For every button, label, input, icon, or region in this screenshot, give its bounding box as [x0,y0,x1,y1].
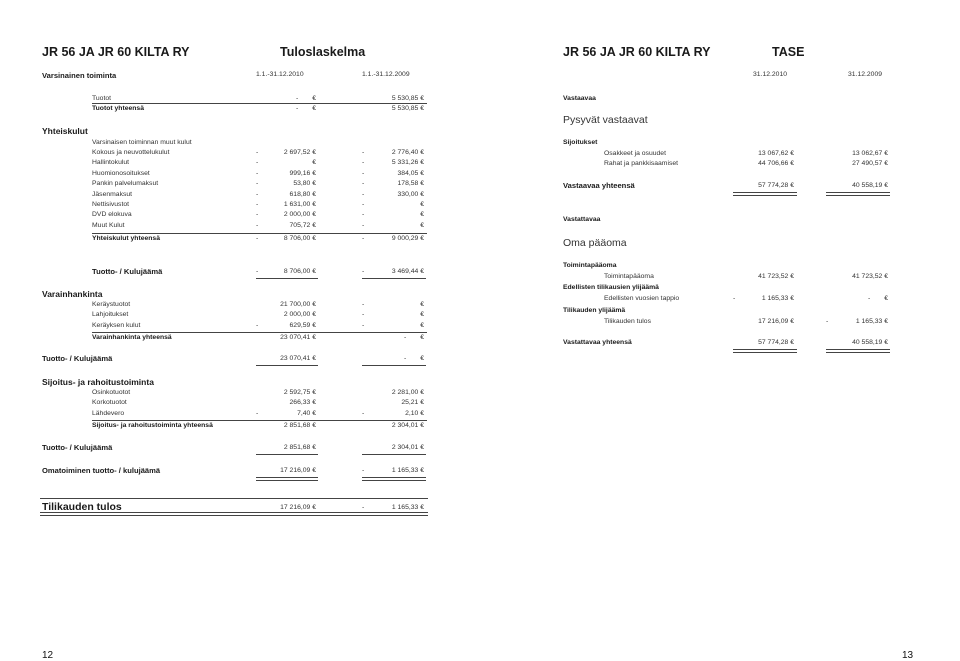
value: 17 216,09 € [280,467,316,474]
double-divider [733,192,797,196]
page-number: 12 [42,650,54,661]
sign: - [256,190,259,198]
sign: - [362,190,365,198]
value: 23 070,41 € [280,334,316,341]
divider [362,454,426,455]
row-label: Rahat ja pankkisaamiset [604,160,679,167]
sign: - [296,105,299,112]
row-label: Tuotot [92,95,112,102]
value: 618,80 € [289,190,316,198]
section-heading: Vastattavaa [563,216,601,223]
page-title: Tuloslaskelma [280,45,366,59]
value: € [312,159,316,167]
sign: - [362,409,365,417]
double-divider [362,477,426,481]
double-divider [256,477,318,481]
sign: - [362,268,365,275]
value: 999,16 € [289,169,316,177]
value: 2 592,75 € [283,389,316,396]
org-name: JR 56 JA JR 60 KILTA RY [42,45,190,59]
page-number: 13 [902,650,914,661]
row-label: Tilikauden tulos [42,501,122,513]
sign: - [404,355,407,362]
value: € [312,105,316,112]
value: 1 165,33 € [855,318,888,325]
section-heading: Vastaavaa [563,95,596,102]
sign: - [362,221,365,229]
sign: - [256,180,259,188]
value: 2 776,40 € [391,149,424,156]
value: 2 697,52 € [283,149,316,156]
row-label: Toimintapääoma [604,273,654,280]
sign: - [256,159,259,167]
sign: - [362,180,365,188]
sign: - [256,235,259,242]
sign: - [404,334,407,341]
value: € [420,334,424,341]
sign: - [362,201,365,208]
divider [362,278,426,279]
subheading: Edellisten tilikausien ylijäämä [563,284,659,291]
value: € [420,301,424,308]
row-label: Omatoiminen tuotto- / kulujäämä [42,466,161,475]
value: 384,05 € [397,169,424,177]
value: € [312,95,316,102]
section-heading: Varainhankinta [42,289,103,299]
value: 2,10 € [405,409,424,417]
value: 41 723,52 € [852,273,888,280]
value: 629,59 € [289,321,316,329]
page-title: TASE [772,45,805,59]
sign: - [256,321,259,329]
value: 21 700,00 € [280,301,316,308]
value: 41 723,52 € [758,273,794,280]
sign: - [362,235,365,242]
subheading: Oma pääoma [563,237,627,249]
sign: - [362,211,365,219]
value: 8 706,00 € [283,268,316,275]
sign: - [362,149,365,156]
value: 2 281,00 € [391,389,424,396]
value: 27 490,57 € [852,160,888,167]
divider [256,278,318,279]
row-label: Tuotto- / Kulujäämä [42,443,113,452]
row-label: Jäsenmaksut [92,190,133,198]
sign: - [362,311,365,319]
double-divider [40,512,428,516]
section-heading: Varsinainen toiminta [42,71,117,80]
value: 2 304,01 € [391,444,424,451]
value: 9 000,29 € [391,235,424,242]
subheading: Varsinaisen toiminnan muut kulut [92,139,192,146]
row-label: Tilikauden tulos [604,318,651,325]
row-label: Kokous ja neuvottelukulut [92,149,170,156]
value: 5 530,85 € [391,95,424,102]
column-header: 1.1.-31.12.2010 [256,71,304,78]
value: € [420,355,424,362]
row-label: Tuotot yhteensä [92,105,144,112]
value: 1 165,33 € [391,504,424,511]
subheading: Tilikauden ylijäämä [563,307,626,314]
sign: - [256,268,259,275]
row-label: Nettisivustot [92,201,130,208]
row-label: Osakkeet ja osuudet [604,150,666,157]
value: 266,33 € [289,399,316,407]
value: 17 216,09 € [280,504,316,511]
value: 40 558,19 € [852,339,888,346]
value: 2 851,68 € [283,422,316,429]
subheading: Toimintapääoma [563,262,617,269]
value: 5 331,26 € [391,159,424,167]
value: 13 067,62 € [758,150,794,157]
value: 3 469,44 € [391,268,424,275]
row-label: Muut Kulut [92,221,125,229]
sign: - [256,221,259,229]
sign: - [362,467,365,474]
value: 2 304,01 € [391,422,424,429]
row-label: Varainhankinta yhteensä [92,334,172,341]
value: 5 530,85 € [391,105,424,112]
org-name: JR 56 JA JR 60 KILTA RY [563,45,711,59]
value: 2 851,68 € [283,444,316,451]
sign: - [256,169,259,177]
double-divider [826,192,890,196]
sign: - [733,295,736,302]
divider [92,332,427,333]
row-label: Vastattavaa yhteensä [563,339,632,346]
subheading: Sijoitukset [563,139,598,146]
row-label: Pankin palvelumaksut [92,180,159,188]
row-label: Tuotto- / Kulujäämä [92,267,163,276]
value: € [884,295,888,302]
value: 13 062,67 € [852,150,888,157]
value: 1 165,33 € [391,467,424,474]
value: 57 774,28 € [758,182,794,189]
section-heading: Yhteiskulut [42,126,88,136]
row-label: Huomionosoitukset [92,169,150,177]
row-label: Sijoitus- ja rahoitustoiminta yhteensä [92,422,213,429]
row-label: Osinkotuotot [92,389,131,396]
value: 1 631,00 € [283,201,316,208]
divider [92,233,427,234]
value: 178,58 € [397,180,424,188]
sign: - [256,201,259,208]
value: 7,40 € [297,409,316,417]
row-label: Yhteiskulut yhteensä [92,235,160,242]
value: 2 000,00 € [283,311,316,319]
value: € [420,201,424,208]
value: € [420,221,424,229]
value: 1 165,33 € [761,295,794,302]
value: 25,21 € [401,399,424,407]
value: 44 706,66 € [758,160,794,167]
sign: - [868,295,871,302]
sign: - [826,318,829,325]
double-divider [826,349,890,353]
value: 57 774,28 € [758,339,794,346]
double-divider [733,349,797,353]
row-label: Keräystuotot [92,301,131,308]
sign: - [362,169,365,177]
sign: - [362,321,365,329]
value: 23 070,41 € [280,355,316,362]
sign: - [296,95,299,102]
sign: - [256,409,259,417]
divider [256,454,318,455]
subheading: Pysyvät vastaavat [563,114,648,126]
column-header: 31.12.2009 [848,71,883,78]
row-label: Vastaavaa yhteensä [563,181,635,190]
row-label: Edellisten vuosien tappio [604,295,680,302]
value: € [420,311,424,319]
divider [92,103,427,104]
value: 2 000,00 € [283,211,316,219]
value: 17 216,09 € [758,318,794,325]
sign: - [362,159,365,167]
row-label: Lähdevero [92,409,125,417]
value: 705,72 € [289,221,316,229]
row-label: Hallintokulut [92,159,130,167]
value: 40 558,19 € [852,182,888,189]
row-label: Tuotto- / Kulujäämä [42,354,113,363]
divider [362,365,426,366]
column-header: 31.12.2010 [753,71,788,78]
sign: - [256,149,259,156]
value: € [420,211,424,219]
value: 8 706,00 € [283,235,316,242]
divider [256,365,318,366]
value: € [420,321,424,329]
sign: - [256,211,259,219]
row-label: Keräyksen kulut [92,321,141,329]
row-label: DVD elokuva [92,211,132,219]
value: 330,00 € [397,190,424,198]
divider [92,420,427,421]
row-label: Korkotuotot [92,399,127,407]
sign: - [362,504,365,511]
section-heading: Sijoitus- ja rahoitustoiminta [42,377,154,387]
sign: - [362,301,365,308]
row-label: Lahjoitukset [92,311,129,319]
value: 53,80 € [293,180,316,188]
column-header: 1.1.-31.12.2009 [362,71,410,78]
divider [40,498,428,499]
